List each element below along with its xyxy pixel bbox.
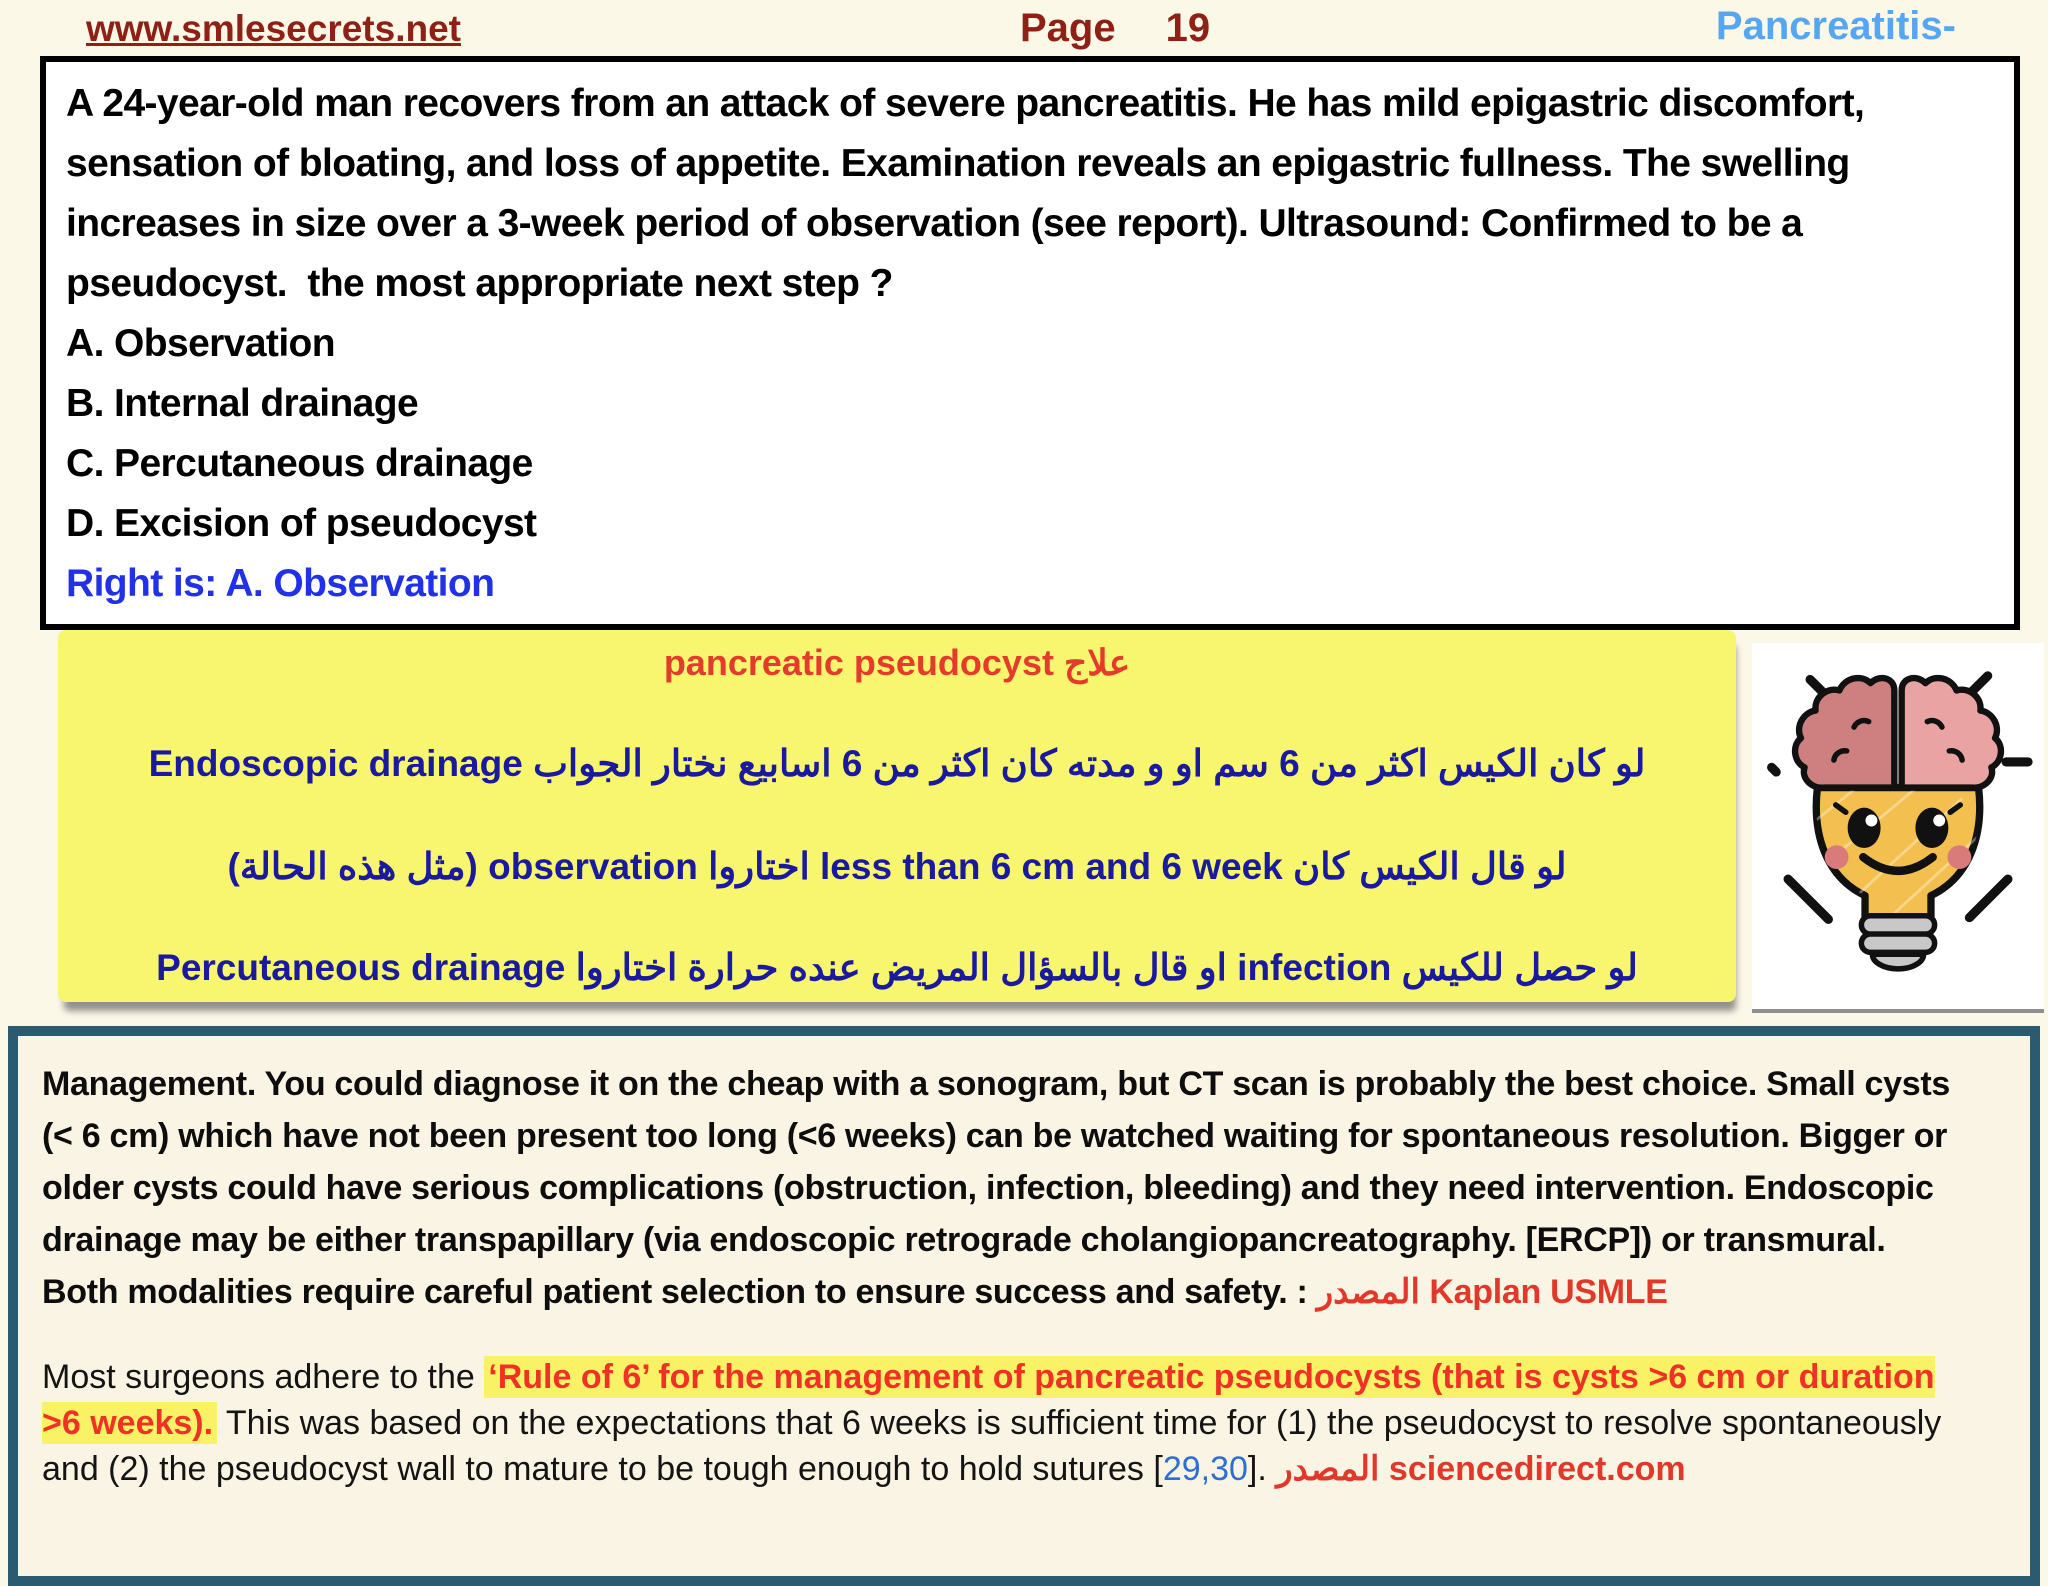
- correct-answer: Right is: A. Observation: [66, 562, 495, 605]
- kaplan-source: المصدر Kaplan USMLE: [1316, 1273, 1668, 1311]
- option-b: B. Internal drainage: [66, 382, 419, 425]
- note-line-observation: لو قال الكيس كان less than 6 cm and 6 week اختاروا observation (مثل هذه الحالة): [227, 846, 1567, 887]
- note-title: pancreatic pseudocyst علاج: [663, 642, 1131, 683]
- rule-highlight: ‘Rule of 6’ for the management of pancreatic pseudocysts (that is cysts >6 cm or duration >6 weeks).: [42, 1358, 1935, 1442]
- rule-prefix: Most surgeons adhere to the: [42, 1358, 485, 1396]
- site-link[interactable]: www.smlesecrets.net: [86, 8, 461, 49]
- note-line-percutaneous: لو حصل للكيس infection او قال بالسؤال المريض عنده حرارة اختاروا Percutaneous drainage: [156, 947, 1638, 988]
- page-indicator: [1020, 6, 1210, 51]
- option-a: A. Observation: [66, 322, 335, 365]
- citation-link[interactable]: 29,30: [1162, 1450, 1248, 1488]
- kaplan-paragraph: [42, 1058, 1964, 1318]
- question-text: A 24-year-old man recovers from an attack of severe pancreatitis. He has mild epigastric discomfort, sensation of bloating, and loss of appetite. Examination reveals an epigastric fullness. The swelling increases in size over a 3-week period of observation (see report). Ultrasound: Confirmed to be a pseudocyst. the most appropriate next step ?: [66, 82, 1875, 305]
- rule-middle: This was based on the expectations that 6 weeks is sufficient time for (1) the pseudocyst to resolve spontaneously and (2) the pseudocyst wall to mature to be tough enough to hold sutures [: [42, 1404, 1942, 1488]
- note-line-endoscopic: لو كان الكيس اكثر من 6 سم او و مدته كان اكثر من 6 اسابيع نختار الجواب Endoscopic drainage: [148, 743, 1646, 784]
- rule-of-6-paragraph: [42, 1354, 1964, 1492]
- sciencedirect-source: المصدر sciencedirect.com: [1276, 1450, 1686, 1488]
- page-word: Page: [1020, 6, 1116, 50]
- page-number: 19: [1165, 6, 1211, 50]
- illustration-frame: [1752, 643, 2044, 1013]
- treatment-note-box: [58, 630, 1736, 1002]
- question-box: [40, 56, 2020, 630]
- topic-title: Pancreatitis-: [1715, 4, 1956, 48]
- rule-suffix: ].: [1247, 1450, 1277, 1488]
- option-c: C. Percutaneous drainage: [66, 442, 533, 485]
- option-d: D. Excision of pseudocyst: [66, 502, 537, 545]
- explanation-box: [8, 1026, 2040, 1586]
- kaplan-body: Management. You could diagnose it on the cheap with a sonogram, but CT scan is probably the best choice. Small cysts (< 6 cm) which have not been present too long (<6 weeks) can be watched waiting for spontaneous resolution. Bigger or older cysts could have serious complications (obstruction, infection, bleeding) and they need intervention. Endoscopic drainage may be either transpapillary (via endoscopic retrograde cholangiopancreatography. [ERCP]) or transmural. Both modalities require careful patient selection to ensure success and safety. :: [42, 1065, 1950, 1311]
- brain-lightbulb-icon: [1760, 652, 2036, 1000]
